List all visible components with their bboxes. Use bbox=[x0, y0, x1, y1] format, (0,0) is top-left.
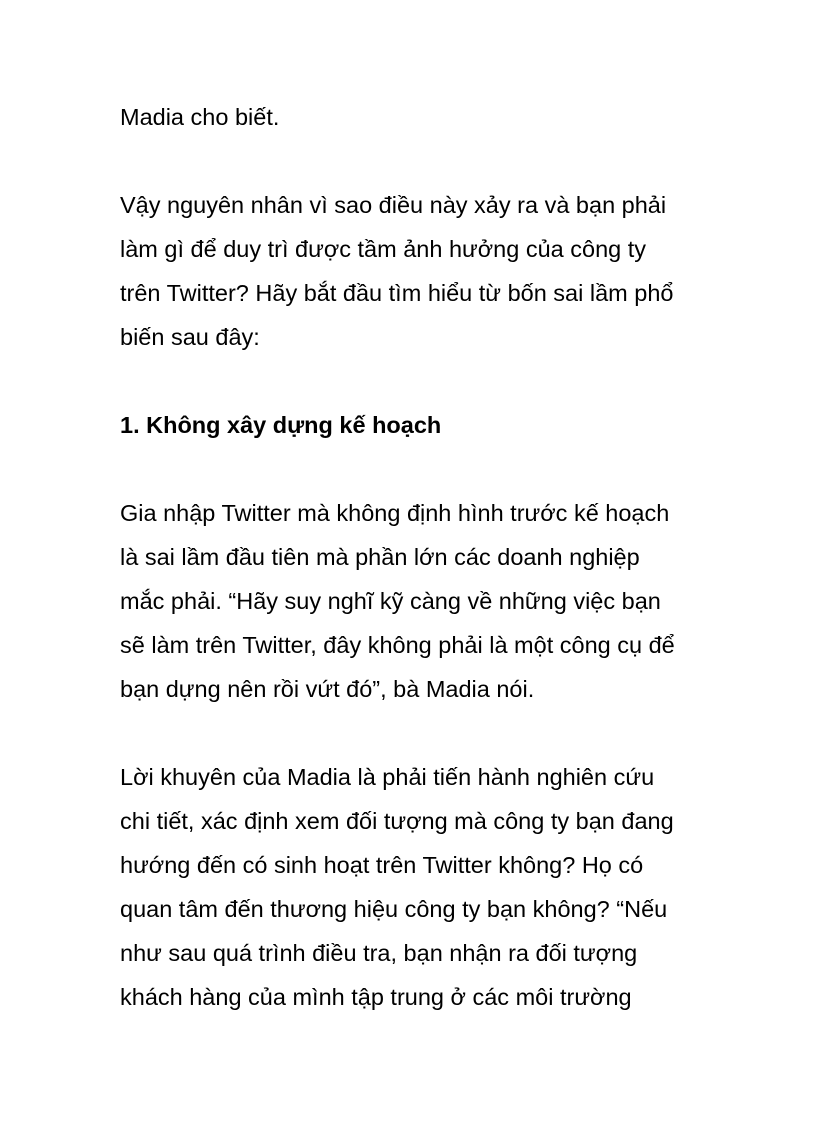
paragraph-spacer bbox=[120, 711, 720, 755]
document-body bbox=[120, 95, 720, 1019]
paragraph-line: trên Twitter? Hãy bắt đầu tìm hiểu từ bốn sai lầm phổ bbox=[120, 280, 674, 306]
paragraph-line: Vậy nguyên nhân vì sao điều này xảy ra và bạn phải bbox=[120, 192, 667, 218]
paragraph-line: chi tiết, xác định xem đối tượng mà công ty bạn đang bbox=[120, 808, 674, 834]
paragraph-2 bbox=[120, 491, 720, 711]
paragraph-line: là sai lầm đầu tiên mà phần lớn các doanh nghiệp bbox=[120, 544, 640, 570]
paragraph-3 bbox=[120, 755, 720, 1019]
intro-line: Madia cho biết. bbox=[120, 104, 280, 130]
paragraph-1 bbox=[120, 183, 720, 359]
paragraph-line: quan tâm đến thương hiệu công ty bạn không? “Nếu bbox=[120, 896, 668, 922]
section-heading: 1. Không xây dựng kế hoạch bbox=[120, 412, 442, 438]
paragraph-line: sẽ làm trên Twitter, đây không phải là một công cụ để bbox=[120, 632, 675, 658]
paragraph-line: Gia nhập Twitter mà không định hình trước kế hoạch bbox=[120, 500, 670, 526]
paragraph-spacer bbox=[120, 359, 720, 403]
paragraph-line: khách hàng của mình tập trung ở các môi trường bbox=[120, 984, 632, 1010]
paragraph-line: biến sau đây: bbox=[120, 324, 260, 350]
paragraph-line: hướng đến có sinh hoạt trên Twitter không? Họ có bbox=[120, 852, 644, 878]
paragraph-line: Lời khuyên của Madia là phải tiến hành nghiên cứu bbox=[120, 764, 655, 790]
paragraph-line: mắc phải. “Hãy suy nghĩ kỹ càng về những việc bạn bbox=[120, 588, 661, 614]
paragraph-line: làm gì để duy trì được tầm ảnh hưởng của công ty bbox=[120, 236, 647, 262]
paragraph-line: bạn dựng nên rồi vứt đó”, bà Madia nói. bbox=[120, 676, 535, 702]
paragraph-line: như sau quá trình điều tra, bạn nhận ra đối tượng bbox=[120, 940, 638, 966]
paragraph-spacer bbox=[120, 447, 720, 491]
paragraph-spacer bbox=[120, 139, 720, 183]
